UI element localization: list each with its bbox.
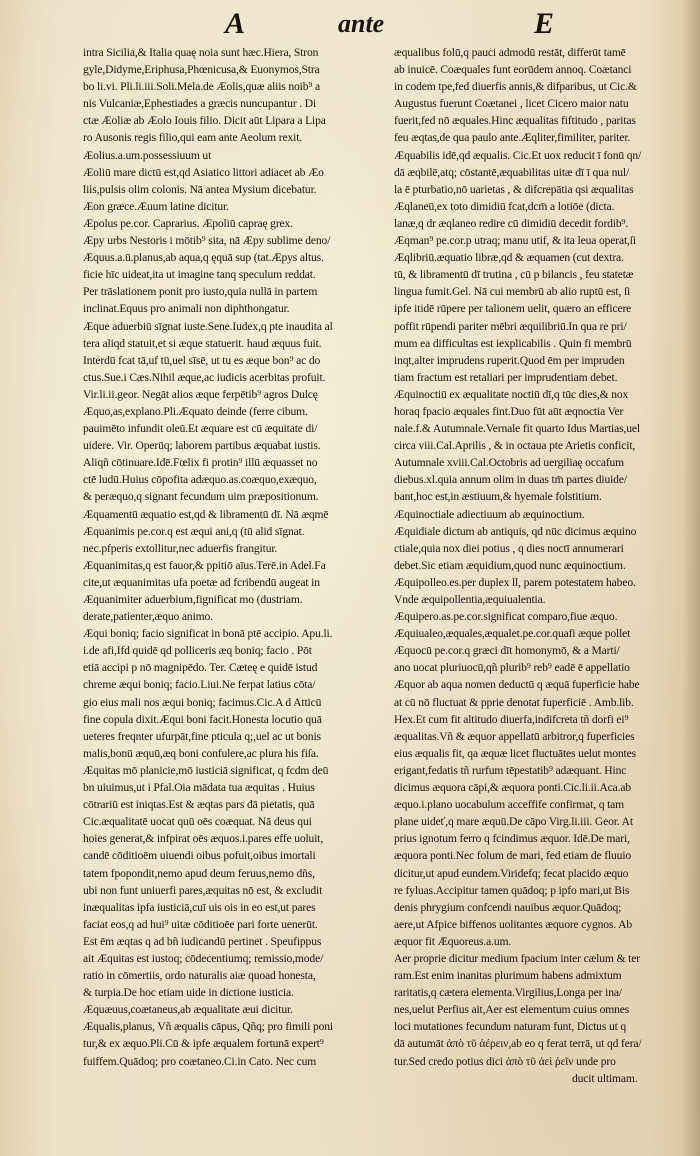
left-text-column (83, 44, 383, 1070)
text-line: diebus.xl.quia annum olim in duas tm̄ partes diuide/ (394, 473, 627, 487)
text-line: derate,patienter,æquo animo. (83, 610, 213, 624)
text-line: tur,& ex æquo.Pli.Cū & ipfe æqualem fortunā expert⁹ (83, 1037, 324, 1051)
text-line: ctus.Sue.i Cæs.Nihil æque,ac iudicis acerbitas profuit. (83, 370, 326, 384)
text-line: erigant,fedatis tñ rurfum tēpestatib⁹ adæquant. Hinc (394, 763, 627, 777)
text-line: dā æqbilē,atq; cōstantē,æquabilitas uitæ dī ī qua nul/ (394, 165, 630, 179)
text-line: tū, & libramentū dī trutina , cū p bilancis , feu statetæ (394, 268, 634, 282)
text-line: Æqualis,planus, Vñ æqualis cāpus, Qñq; pro fimili poni (83, 1020, 333, 1034)
text-line: tera aliqd statuit,et si æque statuerit. haud æquus fuit. (83, 336, 322, 350)
right-text-column (394, 44, 686, 1087)
text-line: Æquus.a.ū.planus,ab aqua,q ęquā sup (tat.Æpys altus. (83, 251, 324, 265)
text-line: æquor fit Æquoreus.a.um. (394, 934, 512, 948)
text-line: la ē pturbatio,nō uarietas , & difcrepātia qsi æqualitas (394, 182, 634, 196)
text-line: ram.Est enim inanitas plurimum habens admixtum (394, 969, 622, 983)
text-line: ducit ultimam. (572, 1071, 638, 1085)
text-line: dicitur,ut apud eundem.Viridefq; fecat placido æquo (394, 866, 629, 880)
text-line: hoies generat,& infpirat oēs æquos.i.pares effe uoluit, (83, 832, 324, 846)
text-line: mum ea difficultas est iexplicabilis . Quin fi membrū (394, 336, 632, 350)
text-line: Æoliū mare dictū est,qd Asiatico littori adiacet ab Æo (83, 165, 324, 179)
text-line: æqualibus folū,q pauci admodū restāt, differūt tamē (394, 46, 626, 59)
header-running-title: ante (338, 9, 385, 38)
text-line: Æquipolleo.es.per duplex ll, parem potestatem habeo. (394, 575, 636, 589)
text-line: Æquinoctiale adiectiuum ab æquinoctium. (394, 507, 585, 521)
text-line: prius ignotum ferro q fcindimus æquor. Idē.De mari, (394, 832, 630, 846)
text-line: gyle,Didyme,Eriphusa,Phœnicusa,& Euonymos,Stra (83, 63, 320, 77)
text-line: fine copula dixit.Æqui boni facit.Honesta locutio quā (83, 712, 322, 726)
text-line: Æque aduerbiū sīgnat iuste.Sene.Iudex,q pte inaudita al (83, 319, 333, 333)
text-line: cite,ut æquanimitas ufa poetæ ad fcribendū augeat in (83, 575, 320, 589)
text-line: Æquinoctiū ex æqualitate noctiū dī,q tūc dies,& nox (394, 387, 629, 401)
text-line: Hex.Et cum fit altitudo diuerfa,indifcreta tñ dorfi ei⁹ (394, 712, 629, 726)
text-line: Cic.æqualitatē uocat quū oēs coæquat. Nā deus qui (83, 815, 312, 829)
text-line: Æqui boniq; facio significat in bonā ptē accipio. Apu.li. (83, 627, 333, 641)
text-line: feu æqtas,de qua paulo ante.Æqliter,fimiliter, pariter. (394, 131, 631, 145)
text-line: inqt,alter imprudens ruperit.Quod ēm per impruden (394, 353, 625, 367)
text-line: pauimēto infundit oleū.Et æquare est cū æquitate di/ (83, 422, 318, 436)
text-line: Æquo,as,explano.Pli.Æquato deinde (ferre cibum. (83, 404, 308, 418)
text-line: inclinat.Equus pro animali non diphthongatur. (83, 302, 290, 316)
text-line: ro Ausonis regis filio,qui eam ante Aeolum rexit. (83, 131, 303, 145)
text-line: æquora ponti.Nec folum de mari, fed etiam de fluuio (394, 849, 632, 863)
text-line: bant,hoc est,in æstiuum,& hyemale folstitium. (394, 490, 602, 504)
text-line: etiā accipi p nō magnipēdo. Ter. Cæteę e quidē istud (83, 661, 318, 675)
running-header (0, 4, 700, 44)
text-line: & turpia.De hoc etiam uide in dictione iusticia. (83, 986, 294, 1000)
text-line: liis,pulsis olim colonis. Nā antea Mysium dicebatur. (83, 182, 317, 196)
text-line: nale.f.& Autumnale.Vernale fit quarto Idus Martias,uel (394, 422, 640, 436)
text-line: horaq fpacio æquales fint.Duo fūt aūt æqnoctia Ver (394, 404, 624, 418)
text-line: Est ēm æqtas q ad bñ iudicandū pertinet . Speufippus (83, 934, 322, 948)
text-line: æqualitas.Vñ & æquor appellatū arbitror,q fuperficies (394, 729, 635, 743)
text-line: æquo.i.plano uocabulum acceffife confirmat, q tam (394, 798, 625, 812)
text-line: eius æqualis fit, qa æquæ licet fluctuātes uelut montes (394, 746, 636, 760)
text-line: ratio in cōmertiis, ordo naturalis aiæ quoad honesta, (83, 969, 316, 983)
text-line: Æquanimiter aduerbium,fignificat mo (dustriam. (83, 593, 303, 606)
text-line: lanæ,q dr æqlaneo redire cū dimidiū decedit fordib⁹. (394, 216, 629, 230)
text-line: Æquanimitas,q est fauor,& ppitiō aīus.Terē.in Adel.Fa (83, 558, 326, 572)
text-line: ab inuicē. Coæquales funt eorūdem annoq. Coætanci (394, 63, 632, 77)
text-line: Æquitas mō planicie,mō iusticiā significat, q fcdm deū (83, 763, 329, 777)
text-line: ano uocat pluriuocū,qñ plurib⁹ reb⁹ eadē ē appellatio (394, 661, 630, 675)
text-line: ait Æquitas est iustoq; cōdecentiumq; remissio,mode/ (83, 951, 324, 965)
text-line: in codem tpe,fed diuerfis annis,& difparibus, ut Cic.& (394, 80, 637, 94)
text-line: ctiale,quia nox diei potius , q dies noctī annumerari (394, 541, 624, 555)
text-line: Per trāslationem ponit pro iusto,quia nullā in partem (83, 285, 318, 299)
text-line: Vnde æquipollentia,æquiualentia. (394, 593, 546, 606)
text-line: Æquæuus,coætaneus,ab æqualitate æui dicitur. (83, 1003, 293, 1017)
text-line: Æquamentū æquatio est,qd & libramentū dī. Nā æqmē (83, 507, 329, 521)
text-line: intra Sicilia,& Italia quaę noia sunt hæc.Hiera, Stron (83, 46, 319, 59)
text-line: i.de afi,Ifd quidē qd polliceris æq boniq; facio . Pōt (83, 644, 312, 658)
text-line: debet.Sic etiam æquidium,quod nunc æquinoctium. (394, 558, 626, 572)
text-line: inæqualitas ipfa iusticiā,cuī uis ois in eo est,ut pares (83, 900, 316, 914)
text-line: Autumnale xviii.Cal.Octobris ad uergiliaę occafum (394, 456, 625, 470)
text-line: at cū nō fluctuat & pprie denotat fuperficiē . Amb.lib. (394, 695, 634, 709)
text-line: faciat eos,q ad hui⁹ uitæ cōditioēe pari forte uenerūt. (83, 917, 318, 931)
text-line: Æquocū pe.cor.q græci dīt homonymō, & a Marti/ (394, 644, 620, 658)
text-line: & peræquo,q signant fecundum uim præpositionum. (83, 490, 319, 504)
text-line: ctē ludū.Huius cōpofita adæquo.as.coæquo,exæquo, (83, 473, 317, 487)
text-line: tur.Sed credo potius dici ἀπὸ τῦ ἀεὶ ῥεῖν unde pro (394, 1054, 616, 1068)
text-line: Vir.li.ii.geor. Negāt alios æque ferpētib⁹ agros Dulcę (83, 387, 318, 401)
text-line: plane uideť,q mare æquū.De cāpo Virg.li.iii. Geor. At (394, 815, 633, 829)
text-line: dicimus æquora cāpi,& æquora ponti.Cic.li.ii.Aca.ab (394, 781, 632, 795)
text-line: aere,ut Afpice biffenos uolitantes æquore cygnos. Ab (394, 917, 632, 931)
text-line: tiam fractum est retaliari per imprudentiam debet. (394, 370, 618, 384)
text-line: ueteres freqnter ufurpāt,fine pticula q;,uel ac ut bonis (83, 729, 321, 743)
text-line: Æpolus pe.cor. Caprarius. Æpoliū capraę grex. (83, 216, 293, 230)
text-line: ficie hīc uideat,ita ut imagine tanq speculum reddat. (83, 268, 316, 282)
text-line: bo li.vi. Pli.li.iii.Soli.Mela.de Æolis,quæ aliis noib⁹ a (83, 80, 321, 94)
text-line: circa viii.Cal.Aprilis , & in octaua pte Arietis conficit, (394, 439, 636, 453)
text-line: ctæ Æoliæ ab Æolo Iouis filio. Dicit aūt Lipara a Lipa (83, 114, 326, 128)
text-line: Aliqñ cōtinuare.Idē.Fœlix fi protin⁹ illū æquasset no (83, 456, 318, 470)
text-line: Æquipero.as.pe.cor.significat comparo,fiue æquo. (394, 610, 618, 624)
text-line: gio eius mali nos æqui boniq; facimus.Cic.A d Atticū (83, 695, 322, 709)
text-line: bn uiuimus,ut i Pfal.Oia mādata tua æquitas . Huius (83, 781, 315, 795)
text-line: denis phrygium confcendi nauibus æquor.Quādoq; (394, 900, 622, 914)
text-line: nes,uelut Perfius ait,Aer est elementum cuius omnes (394, 1003, 630, 1017)
text-line: re fyluas.Accipitur tamen quādoq; p ipfo mari,ut Bis (394, 883, 630, 897)
text-line: Interdū fcat tā,uf tū,uel sīsē, ut tu es æque bon⁹ ac do (83, 353, 321, 367)
text-line: ipfe itidē rūpere per talionem uelit, quæro an efficere (394, 302, 632, 316)
text-line: lingua fumit.Gel. Nā cui membrū ab alio ruptū est, ſi (394, 285, 631, 299)
text-line: Æqlibriū.æquatio libræ,qd & æquamen (cut dextra. (394, 251, 624, 265)
text-line: candē cōditioēm uiuendi oibus pofuit,oibus imortali (83, 849, 316, 863)
text-line: Æqman⁹ pe.cor.p utraq; manu utif, & ita leua operat,ſi (394, 234, 636, 248)
text-line: loci mutationes fecundum naturam funt, Dictus ut q (394, 1020, 627, 1034)
text-line: raritatis,q cætera elementa.Virgilius,Longa per ina/ (394, 986, 622, 1000)
text-line: Æquanimis pe.cor.q est æqui ani,q (tū alid sīgnat. (83, 524, 305, 538)
text-line: nec.pfperis extollitur,nec aduerfis frangitur. (83, 541, 278, 555)
text-line: Æon græce.Æuum latine dicitur. (83, 199, 229, 213)
text-line: tatem fpopondit,nemo apud deum feruus,nemo dñs, (83, 866, 315, 880)
text-line: nis Vulcaniæ,Ephestiades a græcis nuncupantur . Di (83, 97, 317, 111)
text-line: Æquor ab aqua nomen deductū q æquā fuperficie habe (394, 678, 640, 692)
text-line: dā autumāt ἀπὸ τῦ ἀέρειν,ab eo q ferat terrā, ut qd fera/ (394, 1037, 642, 1051)
header-right-initial: E (534, 7, 555, 40)
text-line: malis,bonū æquū,æq boni confulere,ac plura his fiſa. (83, 746, 319, 760)
text-line: chreme æqui boniq; facio.Liui.Ne ferpat latius cōta/ (83, 678, 316, 692)
text-line: fuiffem.Quādoq; pro coætaneo.Ci.in Cato. Nec cum (83, 1054, 317, 1068)
text-line: Æquabilis idē,qd æqualis. Cic.Et uox reducit ī fonū qn/ (394, 148, 642, 162)
header-left-initial: A (225, 7, 246, 40)
text-line: cōtrariū est iniqtas.Est & æqtas pars dā pietatis, quā (83, 798, 315, 812)
text-line: Æquidiale dictum ab antiquis, qd nūc dicimus æquino (394, 524, 637, 538)
text-line: ubi non funt uniuerfi pares,æquitas nō est, & excludit (83, 883, 323, 897)
text-line: uidere. Vir. Operūq; laborem partibus æquabat iustis. (83, 439, 321, 453)
text-line: Æqlaneū,ex toto dimidiū fcat,dcm̄ a lotiōe (dicta. (394, 199, 615, 213)
text-line: poffit rūpendi pariter mēbri æquilibriū.In qua re pri/ (394, 319, 627, 333)
text-line: Aer proprie dicitur medium fpacium inter cælum & ter (394, 951, 640, 965)
text-line: Æquiualeo,æquales,æqualet.pe.cor.quafi æque pollet (394, 627, 631, 641)
text-line: Æolius.a.um.possessiuum ut (83, 148, 212, 162)
text-line: Æpy urbs Nestoris i mōtib⁹ sita, nā Æpy sublime deno/ (83, 234, 331, 248)
text-line: fuerit,fed nō æquales.Hinc æqualitas fiftitudo , paritas (394, 114, 636, 128)
text-line: Augustus fuerunt Coætanei , licet Cicero maior natu (394, 97, 629, 111)
